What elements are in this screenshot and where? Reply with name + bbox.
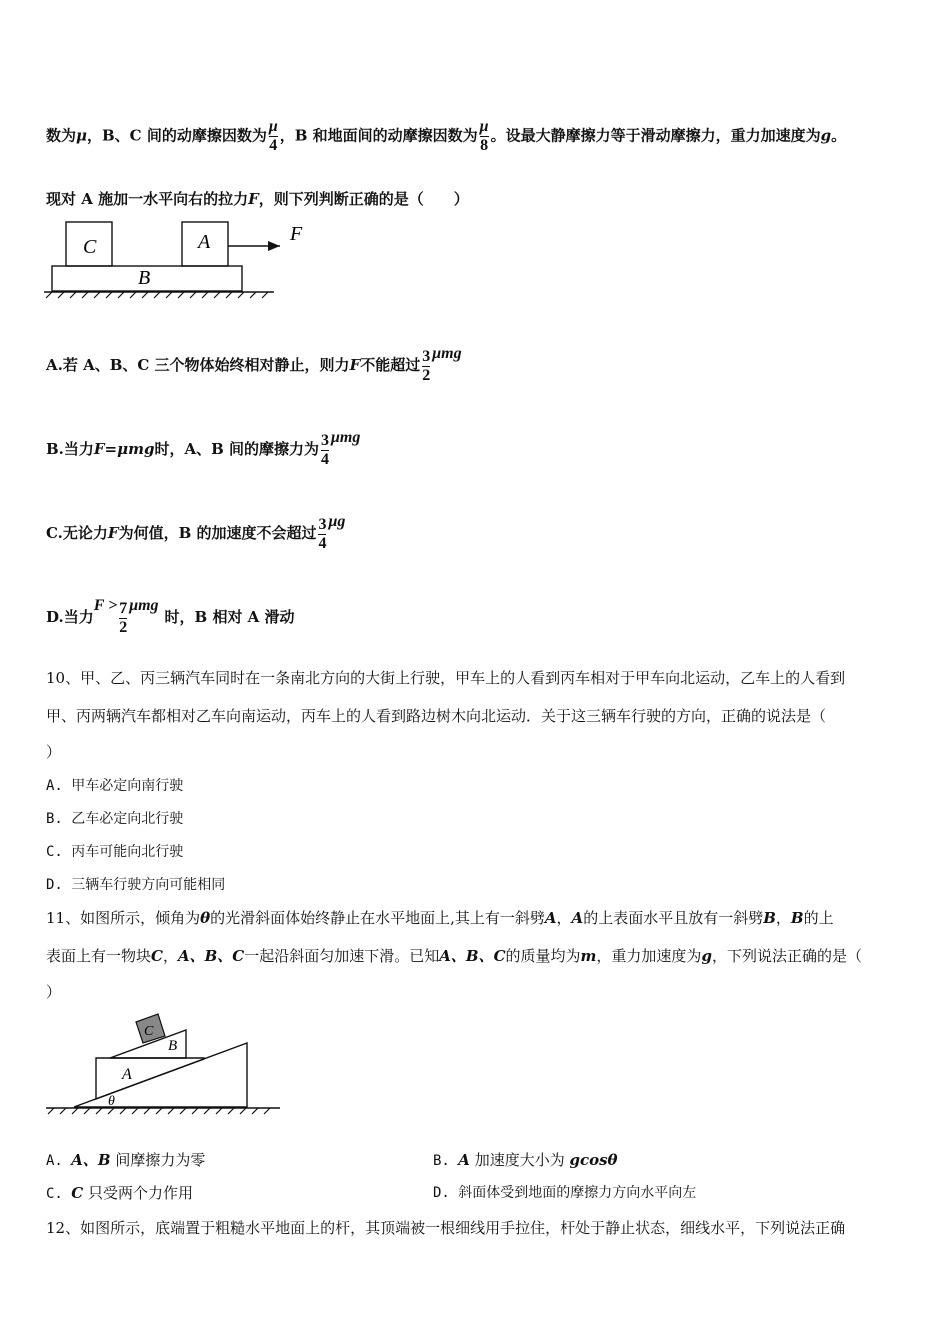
q10-stem-line3: ） [46,743,62,761]
q11-option-a: A. A、B 间摩擦力为零 [46,1151,206,1169]
ground-hatching [48,1108,270,1114]
q9-option-b: B.当力F=μmg时，A、B 间的摩擦力为 $\frac{3}{4}$ μmg [46,429,361,468]
block-c-label: C [83,236,97,258]
q10-option-a: A. 甲车必定向南行驶 [46,778,184,794]
q11-option-c: C. C 只受两个力作用 [46,1184,194,1202]
q9-stem-line1: 数为μ，B、C 间的动摩擦因数为 $\frac{\mu}{4}$ ，B 和地面间的动摩擦因数为 $\frac{\mu}{8}$ 。设最大静摩擦力等于滑动摩擦力，重力加速度为g。 [46,118,847,154]
fraction-3-over-2: $\frac{3}{2}$ [422,347,431,384]
q11-stem-line3: ） [46,983,62,1001]
q9-stem-line2: 现对 A 施加一水平向右的拉力F，则下列判断正确的是（ ） [46,190,469,208]
wedge-b-label: B [168,1038,178,1054]
q11-option-d: D. 斜面体受到地面的摩擦力方向水平向左 [433,1185,697,1201]
mu-symbol: μ [76,126,87,145]
q10-option-b: B. 乙车必定向北行驶 [46,811,184,827]
angle-label: θ [108,1094,115,1109]
ground-hatching [46,292,268,298]
fraction-3-over-4: $\frac{3}{4}$ [321,431,330,468]
q10-stem-line1: 10、甲、乙、丙三辆汽车同时在一条南北方向的大街上行驶，甲车上的人看到丙车相对于甲车向北运动，乙车上的人看到 [46,669,846,687]
block-a-label: A [198,231,211,253]
q11-stem-line2: 表面上有一物块C，A、B、C一起沿斜面匀加速下滑。已知A、B、C的质量均为m，重力加速度为g，下列说法正确的是（ [46,947,862,965]
plank-b-label: B [138,267,151,289]
q10-option-c: C. 丙车可能向北行驶 [46,844,184,860]
q9-option-a: A.若 A、B、C 三个物体始终相对静止，则力F不能超过 $\frac{3}{2}$ μmg [46,345,462,384]
wedge-a [96,1058,204,1099]
q11-option-b: B. A 加速度大小为 gcosθ [433,1151,618,1169]
force-label: F [290,223,303,245]
fraction-7-over-2: $\frac{7}{2}$ [119,599,128,636]
q9-blocks-figure [44,218,303,300]
fraction-mu-over-4: $\frac{\mu}{4}$ [268,118,278,154]
block-c-label: C [144,1024,154,1039]
q10-option-d: D. 三辆车行驶方向可能相同 [46,877,226,893]
q9-option-d: D.当力F > $\frac{7}{2}$ μmg时，B 相对 A 滑动 [46,597,295,636]
fraction-mu-over-8: $\frac{\mu}{8}$ [479,118,489,154]
q11-incline-figure [44,1010,284,1120]
fraction-3-over-4: $\frac{3}{4}$ [318,515,327,552]
force-arrowhead [268,241,280,251]
q10-stem-line2: 甲、丙两辆汽车都相对乙车向南运动，丙车上的人看到路边树木向北运动．关于这三辆车行驶的方向，正确的说法是（ [46,707,827,725]
wedge-a-label: A [122,1066,132,1083]
q9-option-c: C.无论力F为何值，B 的加速度不会超过 $\frac{3}{4}$ μg [46,513,346,552]
q12-stem-line1: 12、如图所示，底端置于粗糙水平地面上的杆，其顶端被一根细线用手拉住，杆处于静止状态，细线水平，下列说法正确 [46,1219,846,1237]
q11-stem-line1: 11、如图所示，倾角为θ的光滑斜面体始终静止在水平地面上,其上有一斜劈A，A的上表面水平且放有一斜劈B，B的上 [46,909,834,927]
